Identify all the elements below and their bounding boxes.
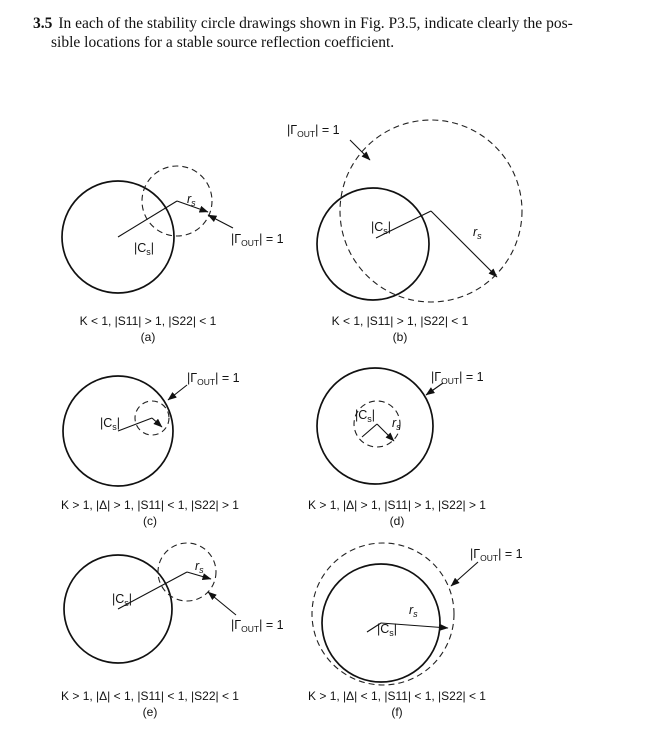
cs-vector (362, 424, 377, 437)
rs-label: $r_s$ (409, 603, 418, 619)
panel-b (287, 120, 522, 344)
cs-label: $|C_s|$ (112, 592, 133, 608)
gout-pointer (451, 562, 478, 586)
rs-vector (431, 211, 497, 277)
gout-label: $|\Gamma_{OUT}| = 1$ (231, 232, 284, 248)
panel-f (308, 543, 523, 719)
gout-pointer (168, 385, 187, 400)
gout-label: $|\Gamma_{OUT}| = 1$ (287, 123, 340, 139)
caption-b: (b) (392, 330, 408, 344)
panel-c (61, 371, 240, 528)
caption-e: (e) (142, 705, 158, 719)
rs-label: $r_s$ (473, 225, 482, 241)
condition-f: K > 1, |Δ| < 1, |S11| < 1, |S22| < 1 (308, 689, 486, 703)
cs-label: $|C_s|$ (371, 220, 392, 236)
rs-label: $r_s$ (195, 559, 204, 575)
cs-label: $|C_s|$ (100, 416, 121, 432)
caption-d: (d) (389, 514, 405, 528)
rs-label: $r_s$ (187, 192, 196, 208)
unit-circle (317, 188, 429, 300)
gout-label: $|\Gamma_{OUT}| = 1$ (470, 547, 523, 563)
panel-e (61, 543, 284, 719)
panel-d (308, 368, 486, 528)
problem-text-line1: In each of the stability circle drawings shown in Fig. P3.5, indicate clearly the pos- (58, 15, 573, 32)
rs-vector (152, 418, 162, 427)
condition-a: K < 1, |S11| > 1, |S22| < 1 (79, 314, 217, 328)
caption-a: (a) (140, 330, 156, 344)
gout-label: $|\Gamma_{OUT}| = 1$ (231, 618, 284, 634)
condition-c: K > 1, |Δ| > 1, |S11| < 1, |S22| > 1 (61, 498, 239, 512)
rs-label: $r_s$ (392, 416, 401, 432)
condition-b: K < 1, |S11| > 1, |S22| < 1 (331, 314, 469, 328)
problem-number: 3.5 (33, 15, 53, 32)
gout-pointer (208, 592, 236, 615)
gout-label: $|\Gamma_{OUT}| = 1$ (431, 370, 484, 386)
caption-c: (c) (143, 514, 157, 528)
cs-label: $|C_s|$ (355, 408, 376, 424)
cs-label: $|C_s|$ (134, 241, 155, 257)
cs-label: $|C_s|$ (377, 622, 398, 638)
gout-pointer (350, 140, 370, 160)
cs-vector (118, 201, 177, 237)
gout-label: $|\Gamma_{OUT}| = 1$ (187, 371, 240, 387)
caption-f: (f) (391, 705, 403, 719)
problem-text-line2: sible locations for a stable source reflection coefficient. (51, 34, 395, 51)
condition-d: K > 1, |Δ| > 1, |S11| > 1, |S22| > 1 (308, 498, 486, 512)
condition-e: K > 1, |Δ| < 1, |S11| < 1, |S22| < 1 (61, 689, 239, 703)
panel-a (62, 166, 284, 344)
gout-pointer (208, 215, 233, 228)
